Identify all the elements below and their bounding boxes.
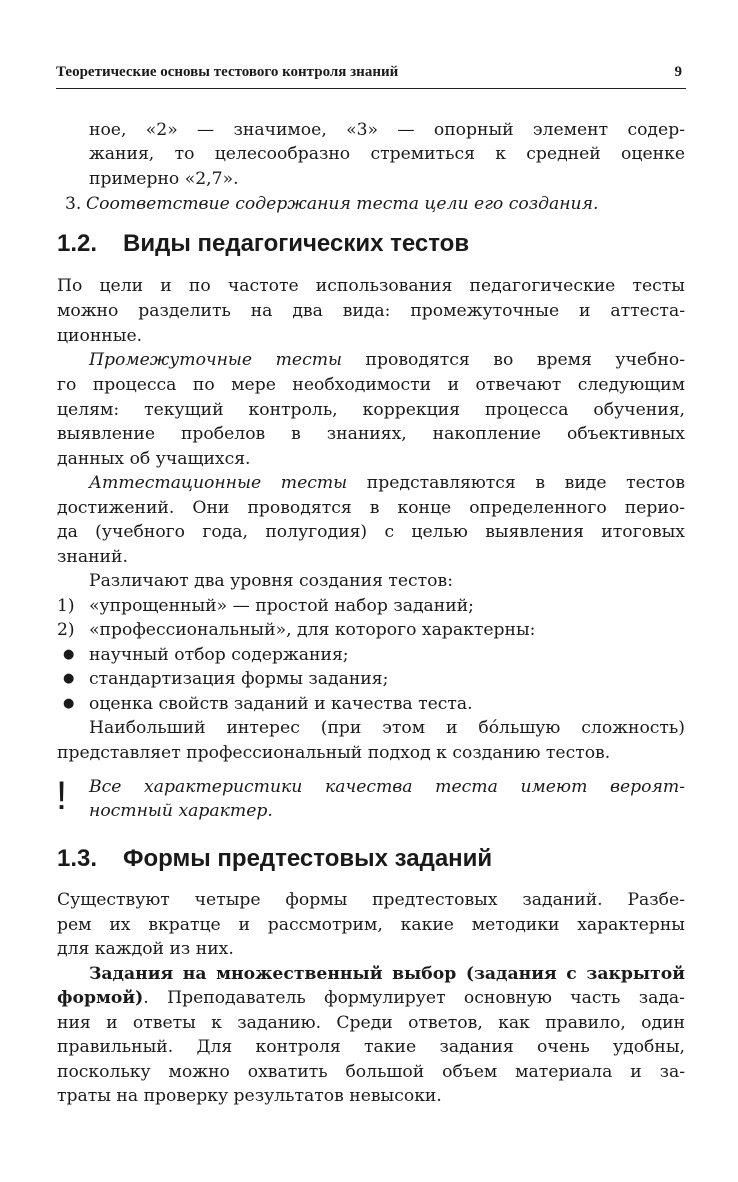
paragraph-line: Промежуточные тесты проводятся во время учебно- [89, 350, 686, 370]
callout-line: Все характеристики качества теста имеют вероят- [89, 777, 685, 797]
paragraph-line: поскольку можно охватить большой объем материала и за- [57, 1062, 685, 1082]
paragraph-line: знаний. [57, 547, 128, 567]
bullet-icon: ● [63, 647, 75, 662]
list-item [57, 618, 685, 643]
bold-term: формой) [57, 988, 144, 1008]
bullet-icon: ● [63, 696, 75, 711]
section-number: 1.2. [57, 230, 98, 257]
section-heading-1-2 [57, 229, 469, 259]
header-rule [56, 88, 686, 89]
continuation-line: примерно «2,7». [89, 169, 239, 189]
paragraph-line: ния и ответы к заданию. Среди ответов, как правило, один [57, 1013, 685, 1033]
paragraph-line: формой). Преподаватель формулирует основную часть зада- [57, 988, 685, 1008]
bullet-icon: ● [63, 671, 75, 686]
paragraph-line: достижений. Они проводятся в конце определенного перио- [57, 498, 685, 518]
paragraph-line: выявление пробелов в знаниях, накопление объективных [57, 424, 685, 444]
bullet-text: научный отбор содержания; [89, 645, 349, 665]
paragraph-line: данных об учащихся. [57, 449, 251, 469]
term-attestation-tests: Аттестационные тесты [89, 473, 348, 493]
list-item-text: «упрощенный» — простой набор заданий; [89, 596, 474, 616]
bullet-item [57, 692, 685, 717]
continuation-line: жания, то целесообразно стремиться к средней оценке [89, 144, 685, 164]
list-item-number: 2) [57, 620, 75, 640]
list-item-3 [57, 192, 685, 217]
paragraph-line: ционные. [57, 326, 143, 346]
list-item-number: 3. [65, 194, 82, 214]
section-title: Формы предтестовых заданий [123, 845, 493, 872]
term-intermediate-tests: Промежуточные тесты [89, 350, 343, 370]
list-item [57, 594, 685, 619]
paragraph-line: рем их вкратце и рассмотрим, какие методики характерны [57, 915, 685, 935]
section-title: Виды педагогических тестов [123, 230, 470, 257]
bullet-text: стандартизация формы задания; [89, 669, 389, 689]
paragraph-line: представляет профессиональный подход к созданию тестов. [57, 743, 611, 763]
running-title: Теоретические основы тестового контроля знаний [56, 64, 399, 80]
paragraph-line: Аттестационные тесты представляются в виде тестов [89, 473, 685, 493]
section-heading-1-3 [57, 844, 492, 874]
bullet-item [57, 667, 685, 692]
exclamation-icon: ! [56, 774, 68, 818]
paragraph-line: Задания на множественный выбор (задания с закрытой [89, 964, 685, 984]
list-item-text: Соответствие содержания теста цели его создания. [86, 194, 599, 214]
continuation-line: ное, «2» — значимое, «3» — опорный элемент содер- [89, 120, 685, 140]
bullet-item [57, 643, 685, 668]
paragraph-line: Существуют четыре формы предтестовых заданий. Разбе- [57, 890, 685, 910]
paragraph-line: траты на проверку результатов невысоки. [57, 1086, 442, 1106]
section-number: 1.3. [57, 845, 98, 872]
page-number: 9 [674, 64, 682, 80]
paragraph-line: целям: текущий контроль, коррекция процесса обучения, [57, 400, 685, 420]
paragraph-line: го процесса по мере необходимости и отвечают следующим [57, 375, 685, 395]
bullet-text: оценка свойств заданий и качества теста. [89, 694, 473, 714]
paragraph-line: Наибольший интерес (при этом и бóльшую сложность) [89, 718, 685, 738]
paragraph-line: По цели и по частоте использования педагогические тесты [57, 276, 685, 296]
list-item-text: «профессиональный», для которого характерны: [89, 620, 536, 640]
paragraph-line: для каждой из них. [57, 939, 234, 959]
paragraph-line: да (учебного года, полугодия) с целью выявления итоговых [57, 522, 685, 542]
paragraph-line: Различают два уровня создания тестов: [89, 571, 454, 591]
list-item-number: 1) [57, 596, 75, 616]
running-header [56, 62, 686, 82]
callout-line: ностный характер. [89, 801, 273, 821]
paragraph-line: правильный. Для контроля такие задания очень удобны, [57, 1037, 685, 1057]
paragraph-line: можно разделить на два вида: промежуточные и аттеста- [57, 301, 685, 321]
